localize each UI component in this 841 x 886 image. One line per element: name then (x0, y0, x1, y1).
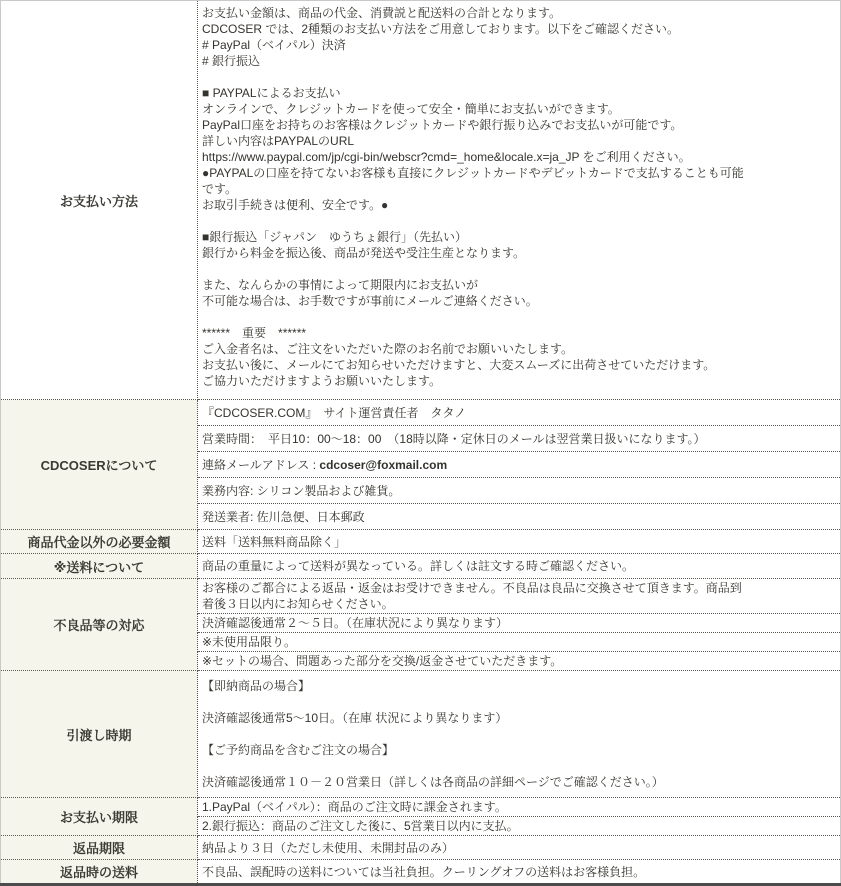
contact-email: cdcoser@foxmail.com (319, 457, 448, 472)
text-line: ご協力いただけますようお願いいたします。 (202, 374, 442, 388)
text-line (202, 261, 836, 277)
text-line: 決済確認後通常１０－２０営業日（詳しくは各商品の詳細ページでご確認ください。） (202, 775, 664, 789)
text-line: ****** 重要 ****** (202, 326, 307, 340)
table-row-shipping-note (1, 554, 841, 579)
text-line: お支払い後に、メールにてお知らせいただけますと、大変スムーズに出荷させていただけます。 (202, 358, 716, 372)
content-cell-about-cdcoser-0 (198, 400, 841, 426)
row-label-delivery-time: 引渡し時期 (1, 671, 198, 798)
text-line: https://www.paypal.com/jp/cgi-bin/webscr?cmd=_home&locale.x=ja_JP をご利用ください。 (202, 150, 691, 164)
content-cell-shipping-note-0 (198, 554, 841, 579)
text-line (202, 726, 836, 742)
content-cell-about-cdcoser-1 (198, 426, 841, 452)
content-cell-about-cdcoser-3 (198, 478, 841, 504)
row-label-shipping-note: ※送料について (1, 554, 198, 579)
text-line: PayPal口座をお持ちのお客様はクレジットカードや銀行振り込みでお支払いが可能です。 (202, 118, 683, 132)
table-row-delivery-time (1, 671, 841, 798)
content-cell-return-shipping-0 (198, 860, 841, 885)
table-row-payment-deadline (1, 798, 841, 817)
text-line: ※未使用品限り。 (202, 635, 297, 649)
text-line: です。 (202, 182, 238, 196)
row-label-return-shipping: 返品時の送料 (1, 860, 198, 885)
text-line: 営業時間： 平日10：00～18：00 （18時以降・定休日のメールは翌営業日扱いになります。） (202, 431, 706, 446)
text-line: 商品の重量によって送料が異なっている。詳しくは註文する時ご確認ください。 (202, 559, 635, 573)
content-cell-return-deadline-0 (198, 836, 841, 860)
content-cell-payment-method-0 (198, 1, 841, 400)
content-cell-payment-deadline-0 (198, 798, 841, 817)
text-line: また、なんらかの事情によって期限内にお支払いが (202, 278, 479, 292)
row-label-return-deadline: 返品期限 (1, 836, 198, 860)
text-line: お支払い金額は、商品の代金、消費説と配送料の合計となります。 (202, 6, 562, 20)
text-line: 送料「送料無料商品除く」 (202, 534, 347, 549)
contact-email-label: 連絡メールアドレス : (202, 457, 320, 472)
content-cell-defective-items-2 (198, 633, 841, 652)
content-cell-extra-fees-0 (198, 530, 841, 554)
text-line: お客様のご都合による返品・返金はお受けできません。不良品は良品に交換させて頂きます。商品到 (202, 581, 742, 595)
text-line: CDCOSER では、2種類のお支払い方法をご用意しております。以下をご確認ください。 (202, 22, 680, 36)
text-line (202, 213, 836, 229)
text-line: ご入金者名は、ご注文をいただいた際のお名前でお願いいたします。 (202, 342, 574, 356)
content-cell-defective-items-1 (198, 614, 841, 633)
text-line: 決済確認後通常２～５日。（在庫状況により異なります） (202, 616, 509, 630)
text-line: 業務内容: シリコン製品および雑貨。 (202, 483, 401, 498)
text-line: 着後３日以内にお知らせください。 (202, 597, 394, 611)
content-cell-defective-items-0 (198, 579, 841, 614)
text-line (202, 309, 836, 325)
table-row-about-cdcoser (1, 400, 841, 426)
table-row-defective-items (1, 579, 841, 614)
text-line: 『CDCOSER.COM』 サイト運営責任者 タタノ (202, 405, 467, 420)
row-label-extra-fees: 商品代金以外の必要金額 (1, 530, 198, 554)
table-row-return-deadline (1, 836, 841, 860)
text-line: オンラインで、クレジットカードを使って安全・簡単にお支払いができます。 (202, 102, 620, 116)
table-row-payment-method (1, 1, 841, 400)
text-line: お取引手続きは便利、安全です。● (202, 198, 389, 212)
row-label-defective-items: 不良品等の対応 (1, 579, 198, 671)
text-line (202, 694, 836, 710)
text-line: 発送業者: 佐川急便、日本郵政 (202, 509, 365, 524)
content-cell-delivery-time-0 (198, 671, 841, 798)
text-line: ■銀行振込「ジャパン ゆうちょ銀行」（先払い） (202, 230, 468, 244)
text-line: ■ PAYPALによるお支払い (202, 86, 341, 100)
text-line (202, 457, 836, 473)
text-line (202, 758, 836, 774)
row-label-payment-method: お支払い方法 (1, 1, 198, 400)
row-label-about-cdcoser: CDCOSERについて (1, 400, 198, 530)
text-line: 1.PayPal（ベイパル）：商品のご注文時に課金されます。 (202, 800, 507, 814)
text-line: 納品より３日（ただし未使用、未開封品のみ） (202, 840, 455, 855)
text-line: ※セットの場合、問題あった部分を交換/返金させていただきます。 (202, 654, 563, 668)
content-cell-defective-items-3 (198, 652, 841, 671)
text-line: ●PAYPALの口座を持てないお客様も直接にクレジットカードやデビットカードで支払することも可能 (202, 166, 744, 180)
text-line: 2.銀行振込：商品のご注文した後に、5営業日以内に支払。 (202, 819, 519, 833)
text-line: 【ご予約商品を含むご注文の場合】 (202, 743, 395, 757)
text-line: 決済確認後通常5～10日。（在庫 状況により異なります） (202, 711, 508, 725)
text-line: 不可能な場合は、お手数ですが事前にメールご連絡ください。 (202, 294, 538, 308)
table-row-return-shipping (1, 860, 841, 885)
text-line: 不良品、誤配時の送料については当社負担。クーリングオフの送料はお客様負担。 (202, 864, 646, 879)
content-cell-about-cdcoser-2 (198, 452, 841, 478)
text-line: 詳しい内容はPAYPALのURL (202, 134, 355, 148)
text-line: 銀行から料金を振込後、商品が発送や受注生産となります。 (202, 246, 526, 260)
content-cell-about-cdcoser-4 (198, 504, 841, 530)
row-label-payment-deadline: お支払い期限 (1, 798, 198, 836)
text-line: # PayPal（ベイパル）決済 (202, 38, 346, 52)
text-line (202, 69, 836, 85)
content-cell-payment-deadline-1 (198, 817, 841, 836)
text-line: # 銀行振込 (202, 54, 261, 68)
table-row-extra-fees (1, 530, 841, 554)
shop-policy-table-body (1, 1, 841, 885)
text-line: 【即納商品の場合】 (202, 679, 311, 693)
